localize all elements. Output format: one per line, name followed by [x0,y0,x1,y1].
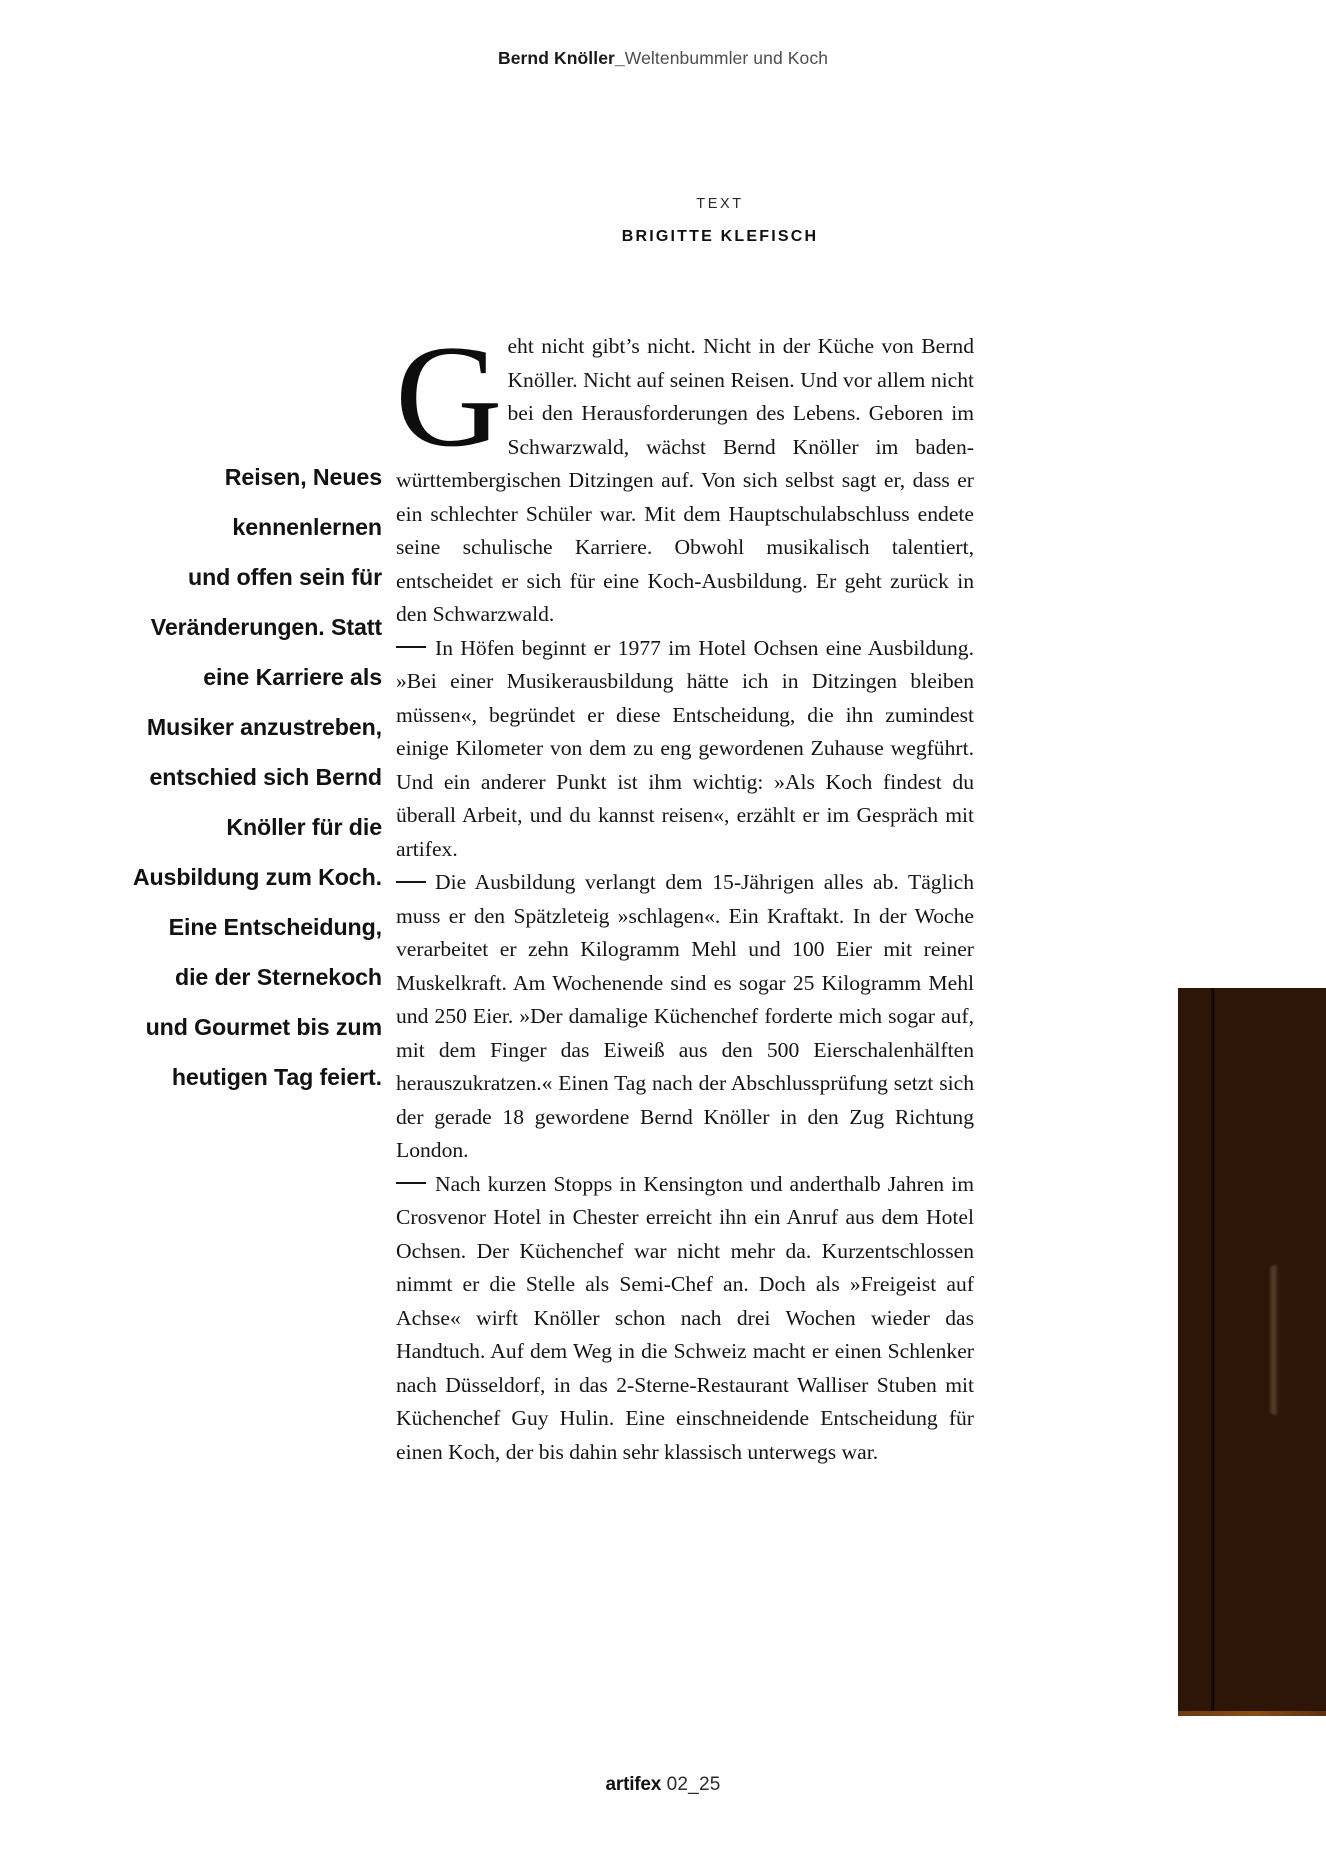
running-head-subtitle: Weltenbummler und Koch [624,48,829,68]
wood-grain-line [1213,988,1215,1716]
article-paragraph [396,866,974,1168]
paragraph-dash-marker [396,646,426,648]
paragraph-text: In Höfen beginnt er 1977 im Hotel Ochsen eine Ausbildung. »Bei einer Musikerausbildung hätte ich in Ditzingen bleiben müssen«, begründet er diese Entscheidung, die ihn zumindest einige Kilometer von dem zu eng gewordenen Zuhause wegführt. Und ein anderer Punkt ist ihm wichtig: »Als Koch findest du überall Arbeit, und du kannst reisen«, erzählt er im Gespräch mit artifex. [396,635,974,861]
page-footer [0,1774,1326,1796]
pull-quote-line: heutigen Tag feiert. [171,1064,382,1090]
pull-quote-line: entschied sich Bernd [149,764,382,790]
drop-cap: G [394,315,503,477]
pull-quote-line: kennenlernen [232,514,382,540]
pull-quote-line: die der Sternekoch [175,964,382,990]
wood-bottom-edge [1178,1711,1326,1716]
pull-quote-line: Knöller für die [226,814,382,840]
article-paragraph [396,632,974,867]
paragraph-text: eht nicht gibt’s nicht. Nicht in der Küche von Bernd Knöller. Nicht auf seinen Reisen. Und vor allem nicht bei den Herausforderungen des Lebens. Geboren im Schwarzwald, wächst Bernd Knöller im baden-württembergischen Ditzingen auf. Von sich selbst sagt er, dass er ein schlechter Schüler war. Mit dem Hauptschulabschluss endete seine schulische Karriere. Obwohl musikalisch talentiert, entscheidet er sich für eine Koch-Ausbildung. Er geht zurück in den Schwarzwald. [396,334,974,626]
article-paragraph [396,1168,974,1470]
paragraph-text: Nach kurzen Stopps in Kensington und anderthalb Jahren im Crosvenor Hotel in Chester erreicht ihn ein Anruf aus dem Hotel Ochsen. Der Küchenchef war nicht mehr da. Kurzentschlossen nimmt er die Stelle als Semi-Chef an. Doch als »Freigeist auf Achse« wirft Knöller schon nach drei Wochen wieder das Handtuch. Auf dem Weg in die Schweiz macht er einen Schlenker nach Düsseldorf, in das 2-Sterne-Restaurant Walliser Stuben mit Küchenchef Guy Hulin. Eine einschneidende Entscheidung für einen Koch, der bis dahin sehr klassisch unterwegs war. [396,1171,974,1464]
pull-quote-line: Ausbildung zum Koch. [132,864,382,890]
paragraph-text: Die Ausbildung verlangt dem 15-Jährigen alles ab. Täglich muss er den Spätzleteig »schlagen«. Ein Kraftakt. In der Woche verarbeitet er zehn Kilogramm Mehl und 100 Eier mit reiner Muskelkraft. Am Wochenende sind es sogar 25 Kilogramm Mehl und 250 Eier. »Der damalige Küchenchef forderte mich sogar auf, mit dem Finger das Eiweiß aus den 500 Eierschalenhälften herauszukratzen.« Einen Tag nach der Abschlussprüfung setzt sich der gerade 18 gewordene Bernd Knöller in den Zug Richtung London. [396,870,974,1162]
pull-quote-line: eine Karriere als [203,664,382,690]
running-head-name: Bernd Knöller_ [497,48,625,68]
byline-author: BRIGITTE KLEFISCH [621,228,819,246]
paragraph-dash-marker [396,1182,426,1184]
pull-quote-line: und Gourmet bis zum [145,1014,382,1040]
footer-brand: artifex [605,1774,662,1795]
paragraph-dash-marker [396,881,426,883]
dark-wood-surface-photo [1178,988,1326,1716]
pull-quote [60,452,382,1102]
wood-highlight [1270,1265,1279,1415]
article-body [394,315,974,1469]
pull-quote-line: und offen sein für [188,564,382,590]
pull-quote-line: Musiker anzustreben, [146,714,382,740]
article-paragraph [394,315,974,632]
pull-quote-line: Veränderungen. Statt [150,614,382,640]
running-head [0,48,1326,69]
footer-issue-number: 02_25 [666,1774,721,1795]
pull-quote-line: Eine Entscheidung, [168,914,382,940]
byline [470,196,970,247]
pull-quote-line: Reisen, Neues [224,464,382,490]
byline-label: TEXT [696,196,744,212]
